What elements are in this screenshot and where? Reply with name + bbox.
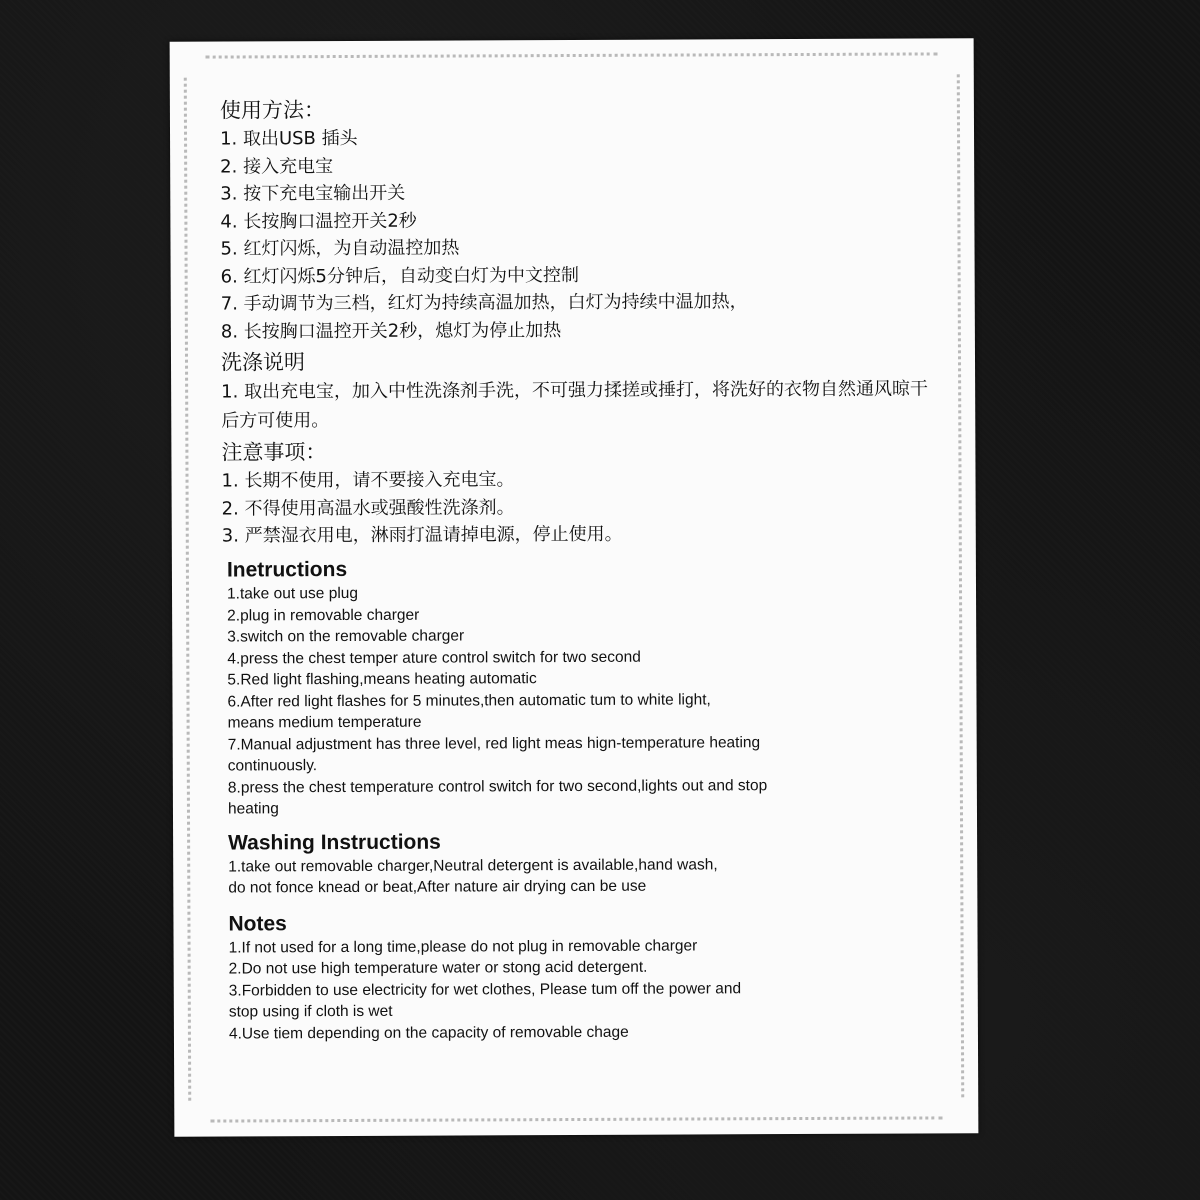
label-stitching-right	[957, 74, 964, 1097]
notes-en-item: 1.If not used for a long time,please do not plug in removable charger	[228, 936, 698, 957]
usage-item: 1. 取出USB 插头	[219, 127, 358, 150]
instruction-item: 8.press the chest temperature control switch for two second,lights out and stop	[227, 776, 768, 797]
usage-heading: 使用方法：	[219, 98, 325, 123]
instruction-item: heating	[227, 800, 279, 818]
instruction-item: 1.take out use plug	[226, 584, 359, 603]
washing-en-item: 1.take out removable charger,Neutral detergent is available,hand wash,	[228, 855, 718, 876]
usage-item: 4. 长按胸口温控开关2秒	[220, 210, 417, 233]
usage-item: 8. 长按胸口温控开关2秒，熄灯为停止加热	[220, 319, 562, 343]
instruction-item: means medium temperature	[227, 713, 422, 732]
washing-cn-heading: 洗涤说明	[220, 350, 306, 375]
label-stitching-left	[184, 78, 191, 1101]
notes-cn-heading: 注意事项：	[221, 440, 327, 465]
notes-en-item: 2.Do not use high temperature water or stong acid detergent.	[228, 958, 648, 978]
label-stitching-bottom	[210, 1116, 942, 1122]
notes-en-item: stop using if cloth is wet	[228, 1002, 393, 1021]
notes-en-heading: Notes	[228, 911, 287, 936]
usage-item: 5. 红灯闪烁，为自动温控加热	[220, 237, 460, 260]
usage-item: 7. 手动调节为三档，红灯为持续高温加热，白灯为持续中温加热，	[220, 291, 748, 315]
label-stitching-top	[206, 52, 938, 58]
instruction-item: 6.After red light flashes for 5 minutes,then automatic tum to white light,	[227, 690, 711, 711]
instruction-item: continuously.	[227, 757, 318, 775]
notes-cn-item: 3. 严禁湿衣用电，淋雨打温请掉电源，停止使用。	[221, 523, 623, 547]
notes-cn-item: 1. 长期不使用，请不要接入充电宝。	[221, 469, 515, 492]
notes-en-item: 3.Forbidden to use electricity for wet clothes, Please tum off the power and	[228, 979, 742, 1000]
washing-en-item: do not fonce knead or beat,After nature air drying can be use	[228, 877, 647, 897]
english-section	[227, 554, 929, 1044]
instruction-item: 5.Red light flashing,means heating automatic	[227, 670, 537, 689]
washing-en-heading: Washing Instructions	[228, 830, 441, 855]
chinese-section	[220, 90, 942, 550]
usage-item: 3. 按下充电宝输出开关	[220, 182, 406, 205]
instruction-item: 7.Manual adjustment has three level, red light meas hign-temperature heating	[227, 733, 761, 754]
notes-en-item: 4.Use tiem depending on the capacity of removable chage	[228, 1023, 629, 1043]
washing-cn-text: 1. 取出充电宝，加入中性洗涤剂手洗，不可强力揉搓或捶打，将洗好的衣物自然通风晾干后方可使用。	[221, 378, 929, 432]
instruction-item: 2.plug in removable charger	[227, 606, 420, 625]
instruction-item: 3.switch on the removable charger	[227, 627, 465, 646]
instructions-heading: Inetructions	[226, 557, 348, 582]
instruction-item: 4.press the chest temper ature control switch for two second	[227, 648, 641, 668]
usage-item: 2. 接入充电宝	[220, 155, 334, 178]
usage-item: 6. 红灯闪烁5分钟后，自动变白灯为中文控制	[220, 264, 580, 288]
notes-cn-item: 2. 不得使用高温水或强酸性洗涤剂。	[221, 496, 515, 520]
care-label	[170, 38, 979, 1136]
